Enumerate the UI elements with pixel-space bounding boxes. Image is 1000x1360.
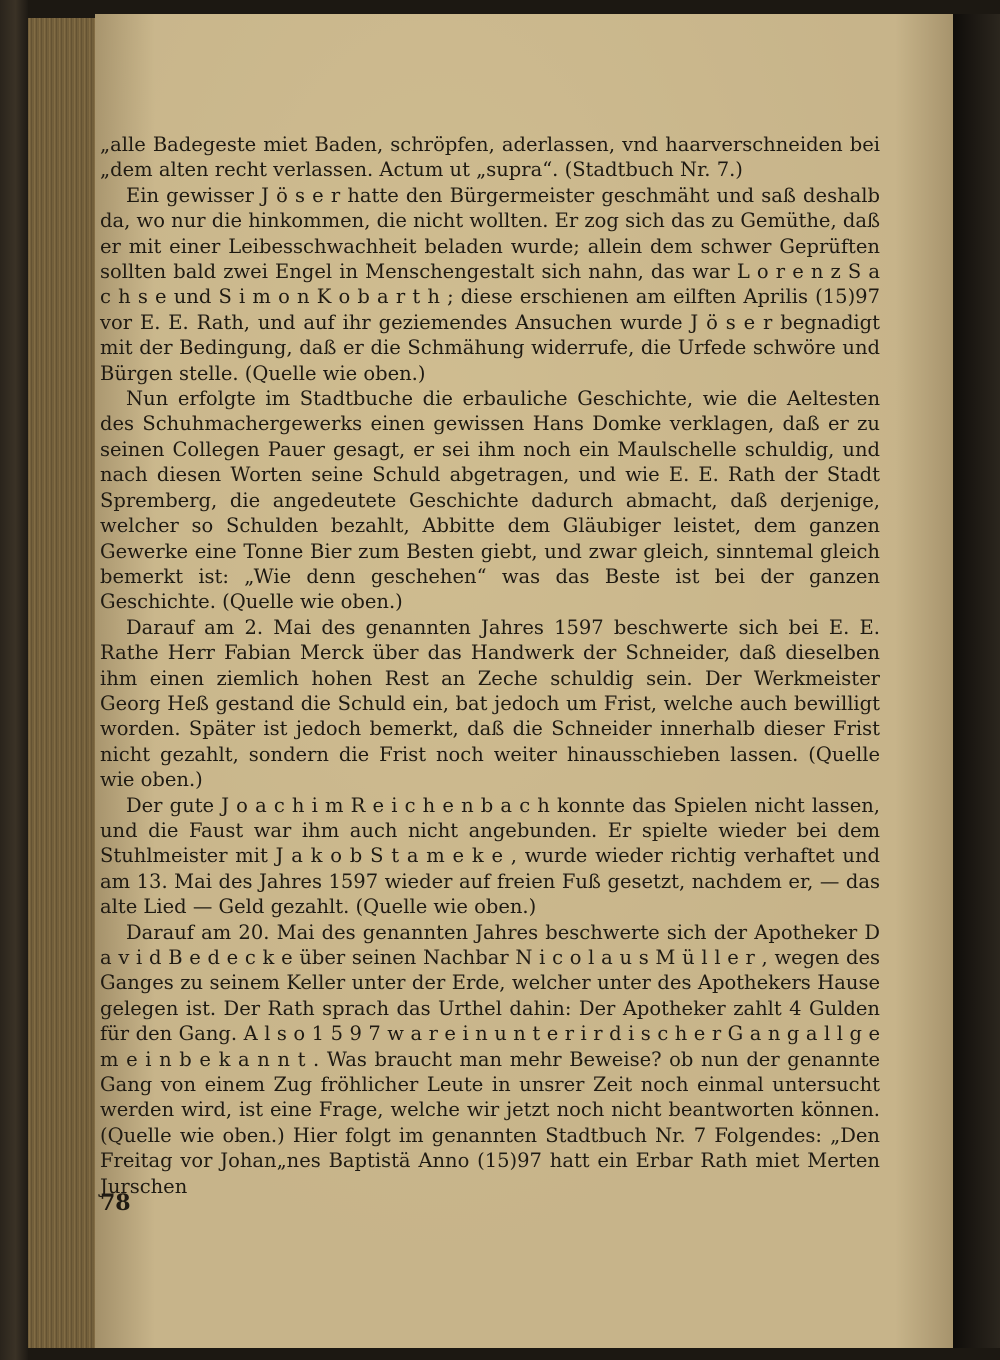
page-number: 78 [100,1190,131,1216]
page-text [100,132,880,1199]
paragraph: Nun erfolgte im Stadtbuche die erbauliche Geschichte, wie die Aeltesten des Schuhmachergewerks einen gewissen Hans Domke verklagen, daß er zu seinen Collegen Pauer gesagt, er sei ihm noch ein Maulschelle schuldig, und nach diesen Worten seine Schuld abgetragen, und wie E. E. Rath der Stadt Spremberg, die angedeutete Geschichte dadurch abmacht, daß derjenige, welcher so Schulden bezahlt, Abbitte dem Gläubiger leistet, dem ganzen Gewerke eine Tonne Bier zum Besten giebt, und zwar gleich, sinntemal gleich bemerkt ist: „Wie denn geschehen“ was das Beste ist bei der ganzen Geschichte. (Quelle wie oben.) [100,387,880,614]
book-gutter [953,14,1000,1348]
paragraph: Darauf am 2. Mai des genannten Jahres 1597 beschwerte sich bei E. E. Rathe Herr Fabian Merck über das Handwerk der Schneider, daß dieselben ihm einen ziemlich hohen Rest an Zeche schuldig sein. Der Werkmeister Georg Heß gestand die Schuld ein, bat jedoch um Frist, welche auch bewilligt worden. Später ist jedoch bemerkt, daß die Schneider innerhalb dieser Frist nicht gezahlt, sondern die Frist noch weiter hinausschieben lassen. (Quelle wie oben.) [100,615,880,792]
book-spine [0,0,28,1360]
paragraph: „alle Badegeste miet Baden, schröpfen, aderlassen, vnd haarverschneiden bei „dem alten recht verlassen. Actum ut „supra“. (Stadtbuch Nr. 7.) [100,133,880,182]
paragraph: Darauf am 20. Mai des genannten Jahres beschwerte sich der Apotheker D a v i d B e d e c k e über seinen Nachbar N i c o l a u s M ü l l e r , wegen des Ganges zu seinem Keller unter der Erde, welcher unter des Apothekers Hause gelegen ist. Der Rath sprach das Urthel dahin: Der Apotheker zahlt 4 Gulden für den Gang. A l s o 1 5 9 7 w a r e i n u n t e r i r d i s c h e r G a n g a l l g e m e i n b e k a n n t . Was braucht man mehr Beweise? ob nun der genannte Gang von einem Zug fröhlicher Leute in unsrer Zeit noch einmal untersucht werden wird, ist eine Frage, welche wir jetzt noch nicht beantworten können. (Quelle wie oben.) Hier folgt im genannten Stadtbuch Nr. 7 Folgendes: „Den Freitag vor Johan„nes Baptistä Anno (15)97 hatt ein Erbar Rath miet Merten Jurschen [100,920,880,1198]
page-edges [28,18,100,1348]
paragraph: Ein gewisser J ö s e r hatte den Bürgermeister geschmäht und saß deshalb da, wo nur die hinkommen, die nicht wollten. Er zog sich das zu Gemüthe, daß er mit einer Leibesschwachheit beladen wurde; allein dem schwer Geprüften sollten bald zwei Engel in Menschengestalt sich nahn, das war L o r e n z S a c h s e und S i m o n K o b a r t h ; diese erschienen am eilften Aprilis (15)97 vor E. E. Rath, und auf ihr geziemendes Ansuchen wurde J ö s e r begnadigt mit der Bedingung, daß er die Schmähung widerrufe, die Urfede schwöre und Bürgen stelle. (Quelle wie oben.) [100,183,880,385]
paragraph: Der gute J o a c h i m R e i c h e n b a c h konnte das Spielen nicht lassen, und die Faust war ihm auch nicht angebunden. Er spielte wieder bei dem Stuhlmeister mit J a k o b S t a m e k e , wurde wieder richtig verhaftet und am 13. Mai des Jahres 1597 wieder auf freien Fuß gesetzt, nachdem er, — das alte Lied — Geld gezahlt. (Quelle wie oben.) [100,793,880,919]
